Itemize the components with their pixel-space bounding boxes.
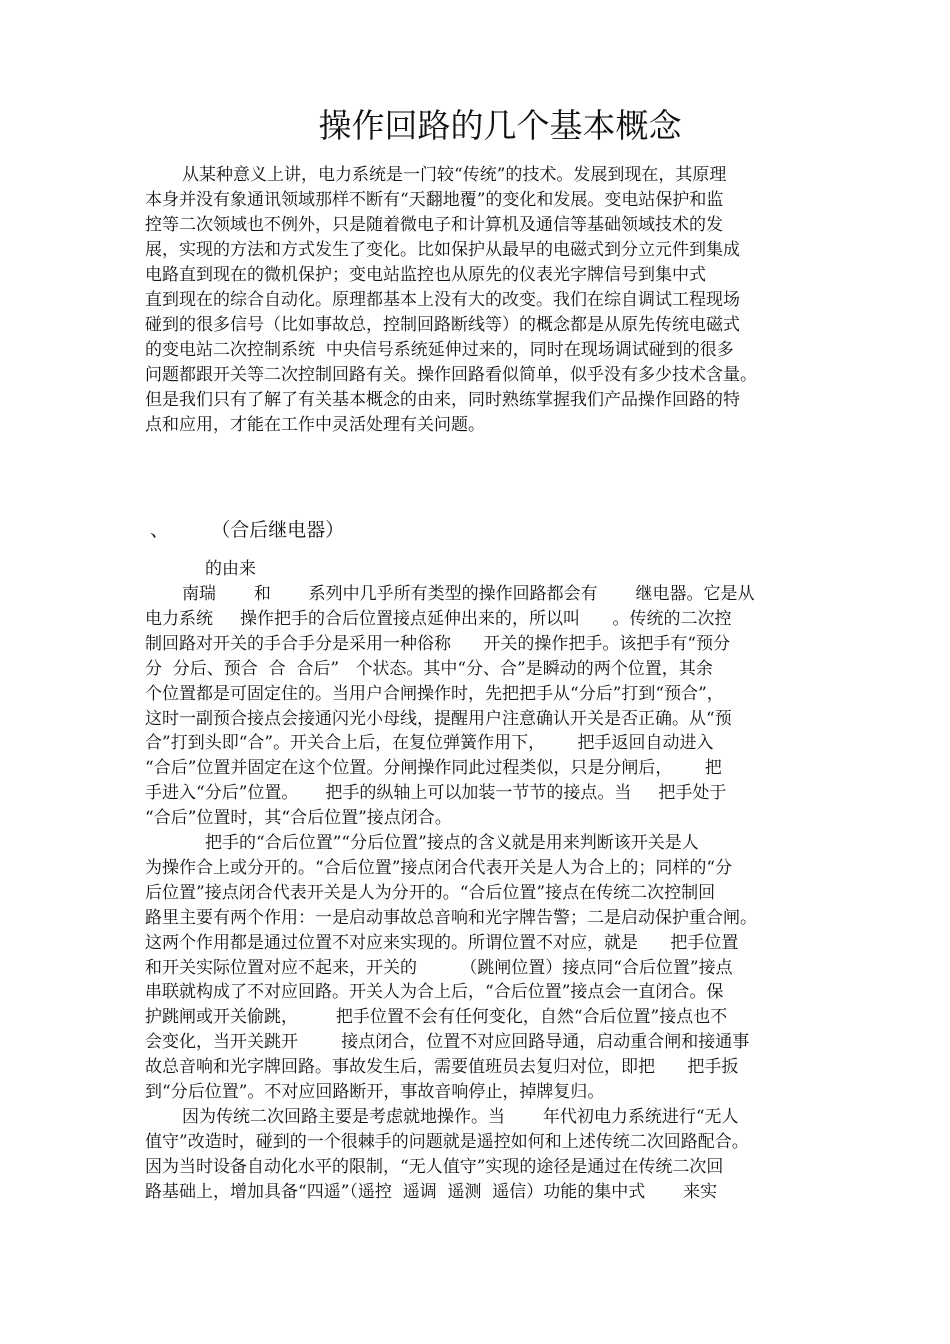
body-line: 值守”改造时，碰到的一个很棘手的问题就是遥控如何和上述传统二次回路配合。 bbox=[145, 1132, 749, 1152]
body-line: 后位置”接点闭合代表开关是人为分开的。“合后位置”接点在传统二次控制回 bbox=[145, 883, 716, 903]
intro-line: 直到现在的综合自动化。原理都基本上没有大的改变。我们在综自调试工程现场 bbox=[145, 290, 740, 310]
body-line: 手进入“分后”位置。 把手的纵轴上可以加装一节节的接点。当 把手处于 bbox=[145, 783, 727, 803]
intro-line: 但是我们只有了解了有关基本概念的由来，同时熟练掌握我们产品操作回路的特 bbox=[145, 390, 740, 410]
body-line: 路基础上，增加具备“四遥”（遥控 遥调 遥测 遥信）功能的集中式 来实 bbox=[145, 1182, 718, 1202]
intro-line: 点和应用，才能在工作中灵活处理有关问题。 bbox=[145, 415, 485, 435]
page-title: 操作回路的几个基本概念 bbox=[318, 106, 682, 145]
body-line: 分 分后、预合 合 合后” 个状态。其中“分、合”是瞬动的两个位置，其余 bbox=[145, 659, 713, 679]
body-line: 故总音响和光字牌回路。事故发生后，需要值班员去复归对位，即把 把手扳 bbox=[145, 1057, 739, 1077]
intro-line: 问题都跟开关等二次控制回路有关。操作回路看似简单，似乎没有多少技术含量。 bbox=[145, 365, 757, 385]
body-line: 制回路对开关的手合手分是采用一种俗称 开关的操作把手。该把手有“预分 bbox=[145, 634, 731, 654]
body-line: 把手的“合后位置”“分后位置”接点的含义就是用来判断该开关是人 bbox=[205, 833, 699, 853]
body-line: 这时一副预合接点会接通闪光小母线，提醒用户注意确认开关是否正确。从“预 bbox=[145, 709, 732, 729]
subheading: 的由来 bbox=[205, 559, 256, 579]
body-line: 南瑞 和 系列中几乎所有类型的操作回路都会有 继电器。它是从 bbox=[182, 584, 755, 604]
body-line: 电力系统 操作把手的合后位置接点延伸出来的，所以叫 。传统的二次控 bbox=[145, 609, 732, 629]
body-line: 会变化，当开关跳开 接点闭合，位置不对应回路导通，启动重合闸和接通事 bbox=[145, 1032, 750, 1052]
body-line: 路里主要有两个作用：一是启动事故总音响和光字牌告警；二是启动保护重合闸。 bbox=[145, 908, 757, 928]
body-line: 到“分后位置”。不对应回路断开，事故音响停止，掉牌复归。 bbox=[145, 1082, 605, 1102]
intro-line: 控等二次领域也不例外，只是随着微电子和计算机及通信等基础领域技术的发 bbox=[145, 215, 723, 235]
intro-line: 展，实现的方法和方式发生了变化。比如保护从最早的电磁式到分立元件到集成 bbox=[145, 240, 740, 260]
section-heading: 、 （合后继电器） bbox=[150, 519, 345, 541]
intro-line: 从某种意义上讲，电力系统是一门较“传统”的技术。发展到现在，其原理 bbox=[182, 165, 727, 185]
body-line: “合后”位置时，其“合后位置”接点闭合。 bbox=[145, 808, 452, 828]
body-line: 个位置都是可固定住的。当用户合闸操作时，先把把手从“分后”打到“预合”， bbox=[145, 684, 724, 704]
intro-line: 本身并没有象通讯领域那样不断有“天翻地覆”的变化和发展。变电站保护和监 bbox=[145, 190, 724, 210]
body-line: “合后”位置并固定在这个位置。分闸操作同此过程类似，只是分闸后， 把 bbox=[145, 758, 722, 778]
intro-line: 的变电站二次控制系统 中央信号系统延伸过来的，同时在现场调试碰到的很多 bbox=[145, 340, 734, 360]
intro-line: 碰到的很多信号（比如事故总，控制回路断线等）的概念都是从原先传统电磁式 bbox=[145, 315, 740, 335]
intro-line: 电路直到现在的微机保护；变电站监控也从原先的仪表光字牌信号到集中式 bbox=[145, 265, 706, 285]
body-line: 和开关实际位置对应不起来，开关的 （跳闸位置）接点同“合后位置”接点 bbox=[145, 958, 733, 978]
body-line: 护跳闸或开关偷跳， 把手位置不会有任何变化，自然“合后位置”接点也不 bbox=[145, 1007, 728, 1027]
body-line: 合”打到头即“合”。开关合上后，在复位弹簧作用下， 把手返回自动进入 bbox=[145, 733, 714, 753]
body-line: 因为当时设备自动化水平的限制，“无人值守”实现的途径是通过在传统二次回 bbox=[145, 1157, 724, 1177]
body-line: 这两个作用都是通过位置不对应来实现的。所谓位置不对应，就是 把手位置 bbox=[145, 933, 739, 953]
body-line: 串联就构成了不对应回路。开关人为合上后，“合后位置”接点会一直闭合。保 bbox=[145, 982, 724, 1002]
body-line: 为操作合上或分开的。“合后位置”接点闭合代表开关是人为合上的；同样的“分 bbox=[145, 858, 733, 878]
body-line: 因为传统二次回路主要是考虑就地操作。当 年代初电力系统进行“无人 bbox=[182, 1107, 739, 1127]
